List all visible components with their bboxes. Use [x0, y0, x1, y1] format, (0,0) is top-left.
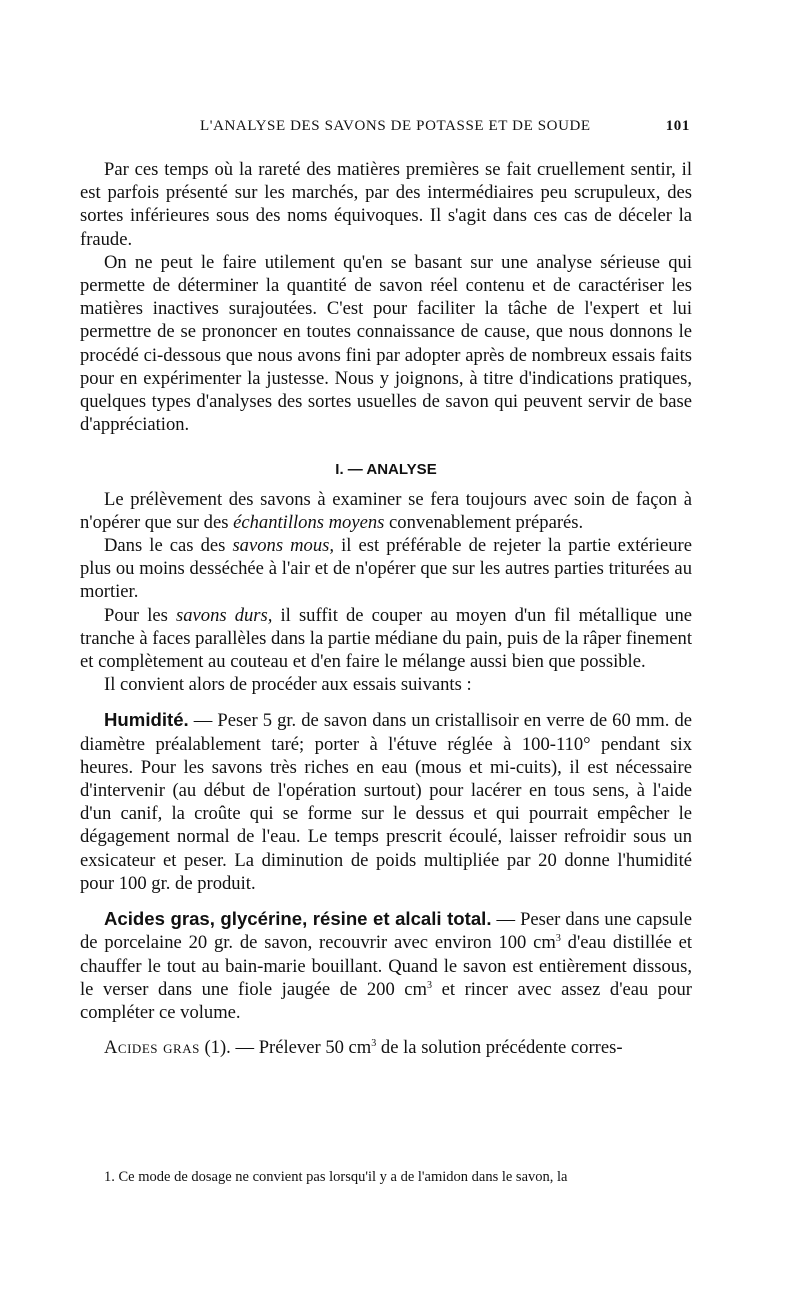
- text-run: d'eau distillée et chauffer le tout au bain-marie bouillant. Quand le savon est entièrement dissous, le verser dans une fiole jaugée de 200 cm: [80, 932, 692, 1000]
- superscript: 3: [371, 1037, 377, 1049]
- page-number: 101: [665, 118, 690, 134]
- superscript: 3: [427, 979, 433, 991]
- text-run: Pour les: [104, 604, 176, 626]
- text-run: il est préférable de rejeter la partie extérieure plus ou moins desséchée à l'air et de n'opérer que sur les autres parties triturées au mortier.: [80, 535, 692, 603]
- italic-term: échantillons moyens: [233, 511, 385, 533]
- paragraph-humidite: [80, 708, 692, 895]
- superscript: 3: [555, 933, 561, 945]
- text-run: convenablement préparés.: [384, 511, 584, 533]
- run-in-heading: Acides gras: [104, 1037, 200, 1059]
- paragraph-hard-soaps: [80, 604, 692, 674]
- text-run: — Peser dans une capsule de porcelaine 20 gr. de savon, recouvrir avec environ 100 cm: [80, 909, 692, 954]
- paragraph-acides: [80, 907, 692, 1024]
- text-run: il suffit de couper au moyen d'un fil métallique une tranche à faces parallèles dans la partie médiane du pain, puis de la râper finement et complètement au couteau et d'en faire le mélange aussi bien que possible.: [80, 604, 693, 673]
- paragraph-sampling: [80, 488, 692, 534]
- footnote: 1. Ce mode de dosage ne convient pas lorsqu'il y a de l'amidon dans le savon, la: [104, 1169, 568, 1185]
- paragraph: Il convient alors de procéder aux essais suivants :: [104, 674, 472, 696]
- paragraph: Par ces temps où la rareté des matières premières se fait cruellement sentir, il est parfois présenté sur les marchés, par des intermédiaires peu scrupuleux, des sortes inférieures sous des noms équivoques. Il s'agit dans ces cas de déceler la fraude.: [80, 159, 692, 250]
- run-in-heading: Acides gras, glycérine, résine et alcali total.: [104, 908, 492, 930]
- footnote-reference: (1).: [204, 1037, 231, 1059]
- text-run: — Peser 5 gr. de savon dans un cristallisoir en verre de 60 mm. de diamètre préalablement taré; porter à l'étuve réglée à 100-110° pendant six heures. Pour les savons très riches en eau (mous et mi-cuits), il est nécessaire d'intervenir (au début de l'opération surtout) pour lacérer en tous sens, à l'aide d'un canif, la croûte qui se forme sur le dessus et qui pourrait empêcher le dégagement normal de l'eau. Le temps prescrit écoulé, laisser refroidir sous un exsicateur et peser. La diminution de poids multipliée par 20 donne l'humidité pour 100 gr. de produit.: [80, 710, 692, 894]
- italic-term: savons durs,: [175, 604, 273, 626]
- text-run: Le prélèvement des savons à examiner se fera toujours avec soin de façon à n'opérer que sur des: [80, 488, 692, 533]
- text-run: de la solution précédente corres-: [376, 1037, 623, 1059]
- text-run: et rincer avec assez d'eau pour compléter ce volume.: [80, 978, 692, 1023]
- text-run: — Prélever 50 cm: [230, 1037, 372, 1059]
- section-title: I. — ANALYSE: [335, 461, 437, 479]
- italic-term: savons mous,: [232, 535, 335, 557]
- paragraph: On ne peut le faire utilement qu'en se basant sur une analyse sérieuse qui permette de déterminer la quantité de savon réel contenu et de caractériser les matières inactives surajoutées. C'est pour faciliter la tâche de l'expert et lui permettre de se prononcer en toutes connaissance de cause, que nous donnons le procédé ci-dessous que nous avons fini par adopter après de nombreux essais faits pour en expérimenter la justesse. Nous y joignons, à titre d'indications pratiques, quelques types d'analyses des sortes usuelles de savon qui peuvent servir de base d'appréciation.: [80, 251, 692, 436]
- run-in-heading: Humidité.: [104, 709, 189, 731]
- paragraph-soft-soaps: [80, 534, 692, 604]
- running-head-title: L'ANALYSE DES SAVONS DE POTASSE ET DE SOUDE: [200, 118, 591, 134]
- text-run: Dans le cas des: [104, 535, 233, 557]
- body-text: [80, 158, 692, 1059]
- paragraph-acides-gras: [80, 1036, 692, 1059]
